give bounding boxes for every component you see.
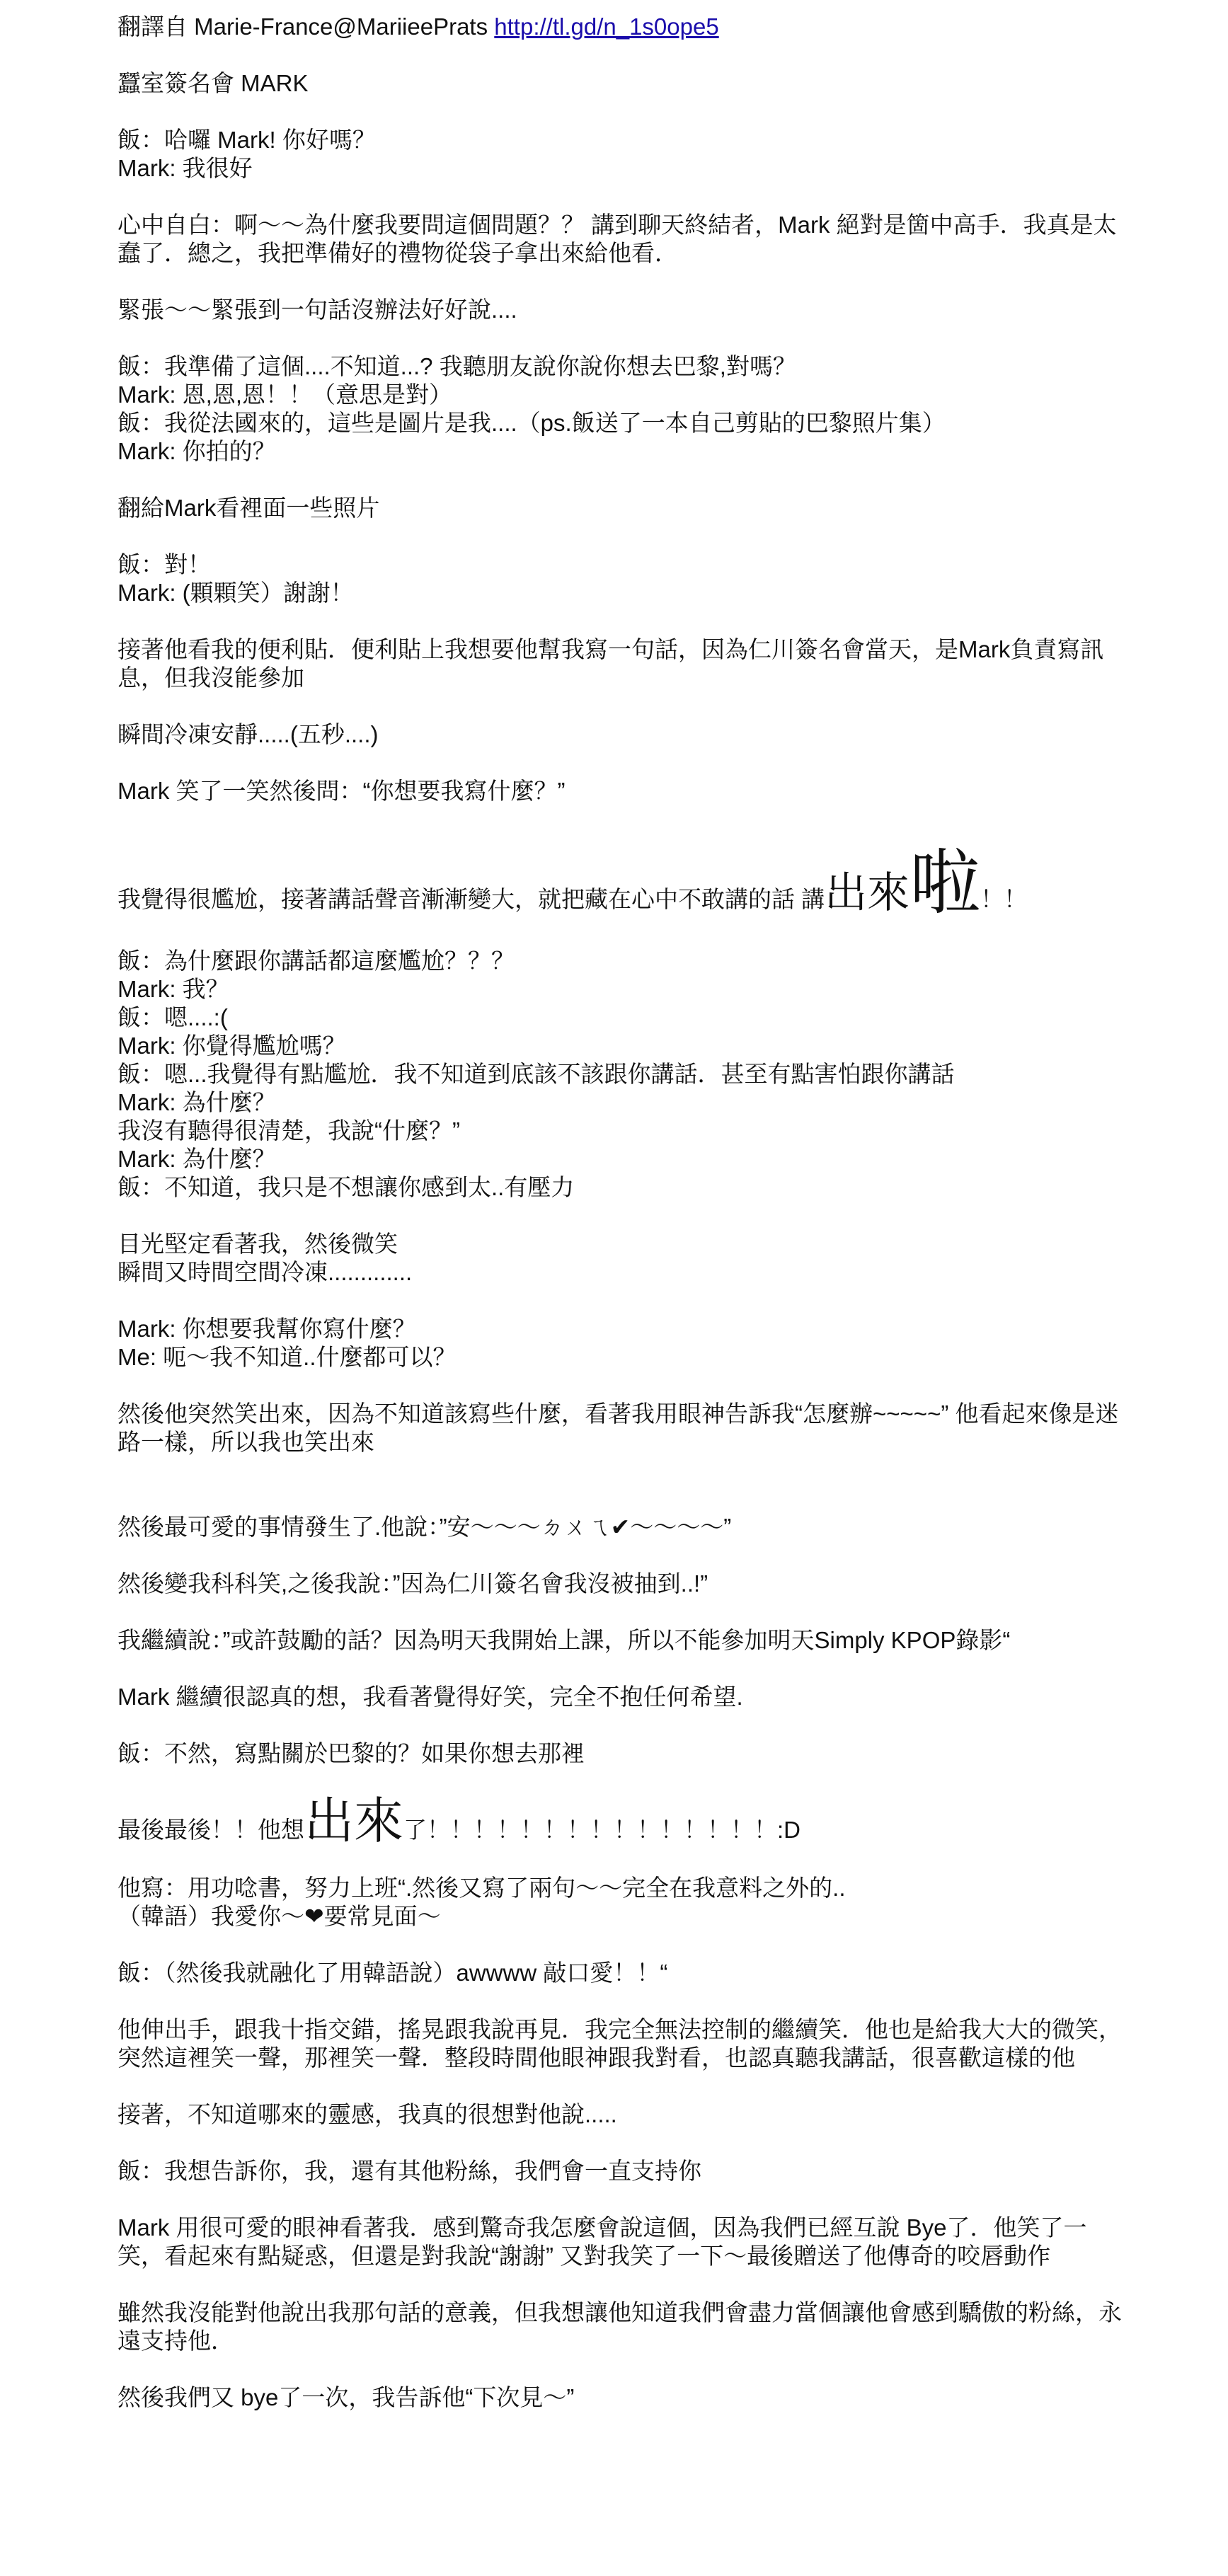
emphasis-text: 我覺得很尷尬，接著講話聲音漸漸變大，就把藏在心中不敢講的話 講 bbox=[117, 886, 825, 912]
emphasis-large: 出來 bbox=[825, 869, 910, 916]
dialogue-line: 飯：嗯....:( bbox=[117, 1004, 228, 1030]
paragraph-handshake: 他伸出手，跟我十指交錯，搖晃跟我說再見．我完全無法控制的繼續笑．他也是給我大大的微笑，突然這裡笑一聲，那裡笑一聲．整段時間他眼神跟我對看，也認真聽我講話，很喜歡這樣的他 bbox=[117, 2016, 1122, 2071]
paragraph-sticky-note: 接著他看我的便利貼．便利貼上我想要他幫我寫一句話，因為仁川簽名會當天，是Mark負責寫訊息，但我沒能參加 bbox=[117, 636, 1104, 691]
paragraph-encouragement: 我繼續說：”或許鼓勵的話？因為明天我開始上課，所以不能參加明天Simply KPOP錄影“ bbox=[117, 1627, 1011, 1653]
paragraph-finally bbox=[117, 1793, 1123, 1848]
source-credit: 翻譯自 Marie-France@MariieePrats bbox=[117, 13, 488, 40]
dialogue-line: 飯：對！ bbox=[117, 551, 211, 577]
paragraph-gaze bbox=[117, 1230, 1123, 1287]
dialogue-line: 飯：不知道，我只是不想讓你感到太..有壓力 bbox=[117, 1174, 575, 1200]
dialogue-block-2 bbox=[117, 352, 1123, 466]
emphasis-larger: 啦 bbox=[909, 844, 981, 923]
paragraph-support: 飯：我想告訴你，我，還有其他粉絲，我們會一直支持你 bbox=[117, 2158, 701, 2184]
paragraph-laugh: 然後他突然笑出來，因為不知道該寫些什麼，看著我用眼神告訴我“怎麼辦~~~~~” 他看起來像是迷路一樣，所以我也笑出來 bbox=[117, 1401, 1119, 1455]
post-title: 蠶室簽名會 MARK bbox=[117, 70, 309, 96]
paragraph-mark-asks: Mark 笑了一笑然後問：“你想要我寫什麼？” bbox=[117, 778, 566, 804]
paragraph-inspiration: 接著，不知道哪來的靈感，我真的很想對他說..... bbox=[117, 2101, 617, 2127]
dialogue-line: Mark: 我？ bbox=[117, 976, 229, 1002]
dialogue-line: Mark: (顆顆笑）謝謝！ bbox=[117, 580, 354, 606]
dialogue-line: 我沒有聽得很清楚，我說“什麼？” bbox=[117, 1117, 460, 1144]
emphasis-large: 出來 bbox=[304, 1793, 403, 1848]
dialogue-block-4 bbox=[117, 947, 1123, 1202]
paragraph-freeze: 瞬間冷凍安靜.....(五秒....) bbox=[117, 721, 379, 747]
paragraph-paris: 飯：不然，寫點關於巴黎的？如果你想去那裡 bbox=[117, 1740, 585, 1766]
dialogue-line: Me: 呃～我不知道..什麼都可以？ bbox=[117, 1344, 457, 1370]
dialogue-line: Mark: 你覺得尷尬嗎？ bbox=[117, 1033, 346, 1059]
paragraph-melt: 飯：（然後我就融化了用韓語說）awwww 敲口愛！！“ bbox=[117, 1960, 668, 1986]
dialogue-line: Mark: 為什麼？ bbox=[117, 1089, 276, 1115]
dialogue-line: 飯：我準備了這個....不知道...? 我聽朋友說你說你想去巴黎,對嗎？ bbox=[117, 353, 796, 379]
paragraph-thanks: Mark 用很可愛的眼神看著我．感到驚奇我怎麼會說這個，因為我們已經互說 Bye了．他笑了一笑，看起來有點疑惑，但還是對我說“謝謝” 又對我笑了一下～最後贈送了他傳奇的咬唇動作 bbox=[117, 2214, 1087, 2269]
dialogue-block-5 bbox=[117, 1315, 1123, 1372]
paragraph-cute-moment: 然後最可愛的事情發生了.他說：”安～～～ㄉㄨㄟ✔～～～～” bbox=[117, 1514, 732, 1540]
dialogue-line: 飯：哈囉 Mark! 你好嗎？ bbox=[117, 127, 376, 153]
dialogue-line: 飯：嗯...我覺得有點尷尬．我不知道到底該不該跟你講話．甚至有點害怕跟你講話 bbox=[117, 1061, 955, 1087]
emphasis-tail: 了！！！！！！！！！！！！！！！:D bbox=[403, 1817, 801, 1843]
paragraph-thinking: Mark 繼續很認真的想，我看著覺得好笑，完全不抱任何希望. bbox=[117, 1684, 743, 1710]
dialogue-line: 飯：為什麼跟你講話都這麼尷尬？？？ bbox=[117, 948, 515, 974]
dialogue-line: Mark: 你拍的？ bbox=[117, 438, 276, 464]
paragraph-nervous: 緊張～～緊張到一句話沒辦法好好說.... bbox=[117, 297, 517, 323]
text-line: （韓語）我愛你～❤要常見面～ bbox=[117, 1903, 441, 1929]
dialogue-line: Mark: 我很好 bbox=[117, 155, 253, 181]
text-line: 目光堅定看著我，然後微笑 bbox=[117, 1231, 398, 1257]
article bbox=[117, 13, 1123, 2440]
dialogue-line: Mark: 恩,恩,恩！！（意思是對） bbox=[117, 381, 453, 408]
dialogue-block-1 bbox=[117, 126, 1123, 183]
paragraph-inner-monologue: 心中自白：啊～～為什麼我要問這個問題？？ 講到聊天終結者，Mark 絕對是箇中高手．我真是太蠢了．總之，我把準備好的禮物從袋子拿出來給他看． bbox=[117, 212, 1117, 266]
text-line: 他寫：用功唸書，努力上班“.然後又寫了兩句～～完全在我意料之外的.. bbox=[117, 1875, 846, 1901]
dialogue-line: 飯：我從法國來的，這些是圖片是我....（ps.飯送了一本自己剪貼的巴黎照片集） bbox=[117, 410, 946, 436]
emphasis-text: 最後最後！！他想 bbox=[117, 1817, 304, 1843]
paragraph-proud-fans: 雖然我沒能對他說出我那句話的意義，但我想讓他知道我們會盡力當個讓他會感到驕傲的粉絲，永遠支持他． bbox=[117, 2299, 1122, 2354]
source-link[interactable]: http://tl.gd/n_1s0ope5 bbox=[494, 13, 719, 40]
paragraph-message bbox=[117, 1874, 1123, 1931]
dialogue-line: Mark: 你想要我幫你寫什麼？ bbox=[117, 1316, 416, 1342]
dialogue-block-3 bbox=[117, 551, 1123, 607]
text-line: 瞬間又時間空間冷凍............. bbox=[117, 1259, 413, 1285]
paragraph-giggle: 然後變我科科笑,之後我說：”因為仁川簽名會我沒被抽到..!” bbox=[117, 1570, 708, 1597]
emphasis-tail: ！！ bbox=[980, 886, 1028, 912]
dialogue-line: Mark: 為什麼？ bbox=[117, 1146, 276, 1172]
paragraph-blurt-out bbox=[117, 844, 1123, 923]
paragraph-goodbye: 然後我們又 bye了一次，我告訴他“下次見～” bbox=[117, 2384, 575, 2410]
source-line bbox=[117, 13, 1123, 41]
paragraph-show-photos: 翻給Mark看裡面一些照片 bbox=[117, 495, 380, 521]
